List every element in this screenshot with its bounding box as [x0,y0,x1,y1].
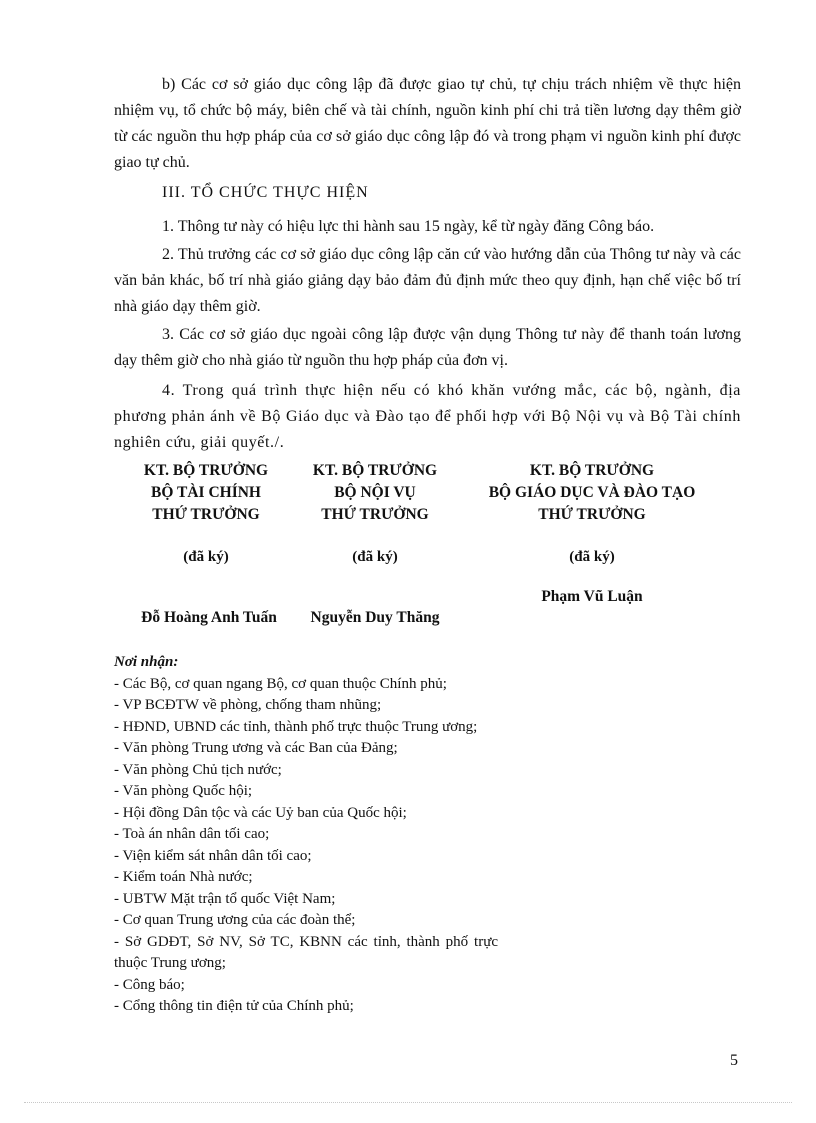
signature-title: KT. BỘ TRƯỞNG [143,462,269,479]
paragraph-4: 4. Trong quá trình thực hiện nếu có khó khăn vướng mắc, các bộ, ngành, địa phương phản ánh về Bộ Giáo dục và Đào tạo để phối hợp với Bộ Nội vụ và Bộ Tài chính nghiên cứu, giải quyết./. [114,382,741,451]
recipient-item: - Văn phòng Trung ương và các Ban của Đảng; [114,740,398,756]
section-heading: III. TỔ CHỨC THỰC HIỆN [162,184,369,201]
recipients-title: Nơi nhận: [114,654,179,670]
recipient-item: - Văn phòng Chủ tịch nước; [114,761,282,778]
paragraph-3: 3. Các cơ sở giáo dục ngoài công lập được vận dụng Thông tư này để thanh toán lương dạy thêm giờ cho nhà giáo từ nguồn thu hợp pháp của đơn vị. [114,326,741,369]
paragraph-1: 1. Thông tư này có hiệu lực thi hành sau 15 ngày, kể từ ngày đăng Công báo. [162,218,655,235]
signature-position: THỨ TRƯỞNG [152,506,260,523]
signature-block-education [470,460,714,568]
signer-name-home-affairs: Nguyễn Duy Thăng [310,609,440,626]
signature-ministry: BỘ GIÁO DỤC VÀ ĐÀO TẠO [488,484,696,501]
paragraph-b: b) Các cơ sở giáo dục công lập đã được giao tự chủ, tự chịu trách nhiệm về thực hiện nhiệm vụ, tổ chức bộ máy, biên chế và tài chính, nguồn kinh phí chi trả tiền lương dạy thêm giờ từ các nguồn thu hợp pháp của cơ sở giáo dục công lập đó và trong phạm vi nguồn kinh phí được giao tự chủ. [114,76,741,171]
recipient-item: - HĐND, UBND các tỉnh, thành phố trực thuộc Trung ương; [114,718,478,735]
signature-position: THỨ TRƯỞNG [538,506,646,523]
recipient-item: - Cổng thông tin điện tử của Chính phủ; [114,998,354,1014]
signature-block-finance [120,460,292,568]
page-number: 5 [730,1052,738,1069]
signature-ministry: BỘ TÀI CHÍNH [151,484,261,501]
recipient-item: - Toà án nhân dân tối cao; [114,826,270,842]
signed-note: (đã ký) [569,549,615,565]
signature-position: THỨ TRƯỞNG [321,506,429,523]
signature-title: KT. BỘ TRƯỞNG [529,462,655,479]
signature-block-home-affairs [290,460,460,568]
recipient-item: - Sở GDĐT, Sở NV, Sở TC, KBNN các tỉnh, thành phố trực thuộc Trung ương; [114,933,498,971]
recipient-item: - Cơ quan Trung ương của các đoàn thể; [114,912,356,928]
signature-title: KT. BỘ TRƯỞNG [312,462,438,479]
paragraph-2: 2. Thủ trưởng các cơ sở giáo dục công lập căn cứ vào hướng dẫn của Thông tư này và các văn bản khác, bố trí nhà giáo giảng dạy bảo đảm đủ định mức theo quy định, hạn chế việc bố trí nhà giáo dạy thêm giờ. [114,246,741,315]
recipient-item: - UBTW Mặt trận tổ quốc Việt Nam; [114,890,336,907]
recipient-item: - Văn phòng Quốc hội; [114,783,253,799]
recipients-list [114,652,498,1018]
recipient-item: - Các Bộ, cơ quan ngang Bộ, cơ quan thuộc Chính phủ; [114,675,447,692]
recipient-item: - Công báo; [114,976,185,993]
signed-note: (đã ký) [352,549,398,565]
signed-note: (đã ký) [183,549,229,565]
signer-name-finance: Đỗ Hoàng Anh Tuấn [141,609,277,626]
footer-divider [24,1102,792,1103]
recipient-item: - Viện kiểm sát nhân dân tối cao; [114,847,312,864]
signature-ministry: BỘ NỘI VỤ [334,484,416,501]
signer-name-education: Phạm Vũ Luận [541,588,643,605]
recipient-item: - Kiểm toán Nhà nước; [114,869,253,885]
recipient-item: - VP BCĐTW về phòng, chống tham nhũng; [114,697,382,713]
recipient-item: - Hội đồng Dân tộc và các Uỷ ban của Quốc hội; [114,804,407,821]
